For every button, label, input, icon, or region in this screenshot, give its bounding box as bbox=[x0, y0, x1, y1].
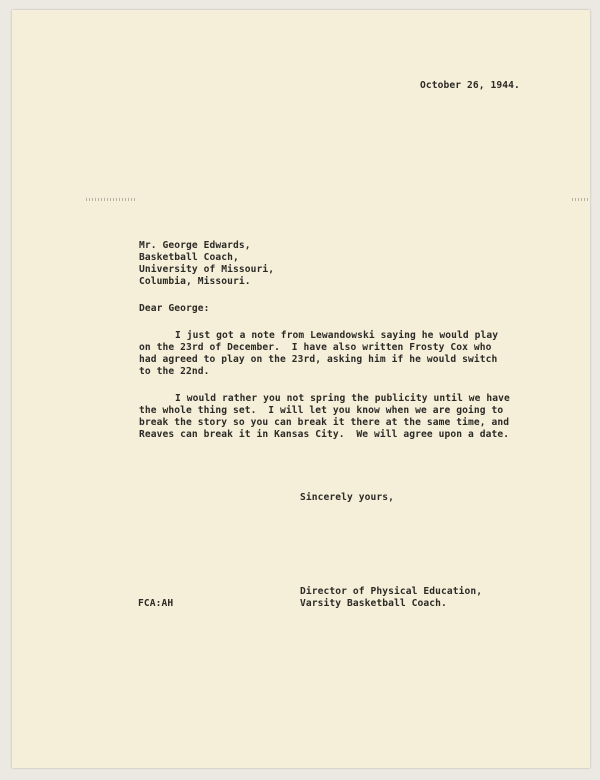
closing: Sincerely yours, bbox=[300, 492, 395, 503]
letter-page bbox=[12, 10, 590, 768]
recipient-line: University of Missouri, bbox=[139, 264, 275, 275]
paragraph2-line: break the story so you can break it there at the same time, and bbox=[139, 417, 510, 428]
paragraph2-line: I would rather you not spring the publicity until we have bbox=[175, 393, 510, 404]
paragraph2-line: Reaves can break it in Kansas City. We will agree upon a date. bbox=[139, 429, 510, 440]
paragraph1-line: I just got a note from Lewandowski saying he would play bbox=[175, 330, 499, 341]
binder-marks-left bbox=[86, 198, 136, 201]
recipient-line: Mr. George Edwards, bbox=[139, 240, 251, 251]
paragraph1-line: on the 23rd of December. I have also written Frosty Cox who bbox=[139, 342, 492, 353]
binder-marks-right bbox=[572, 198, 590, 201]
letter-date: October 26, 1944. bbox=[420, 80, 520, 91]
salutation: Dear George: bbox=[139, 303, 210, 314]
paragraph1-line: had agreed to play on the 23rd, asking him if he would switch bbox=[139, 354, 498, 365]
paragraph2-line: the whole thing set. I will let you know when we are going to bbox=[139, 405, 504, 416]
signature-title-line: Director of Physical Education, bbox=[300, 586, 483, 597]
signature-title-line: Varsity Basketball Coach. bbox=[300, 598, 447, 609]
recipient-line: Basketball Coach, bbox=[139, 252, 239, 263]
typist-initials: FCA:AH bbox=[138, 598, 174, 609]
recipient-line: Columbia, Missouri. bbox=[139, 276, 251, 287]
paragraph1-line: to the 22nd. bbox=[139, 366, 210, 377]
